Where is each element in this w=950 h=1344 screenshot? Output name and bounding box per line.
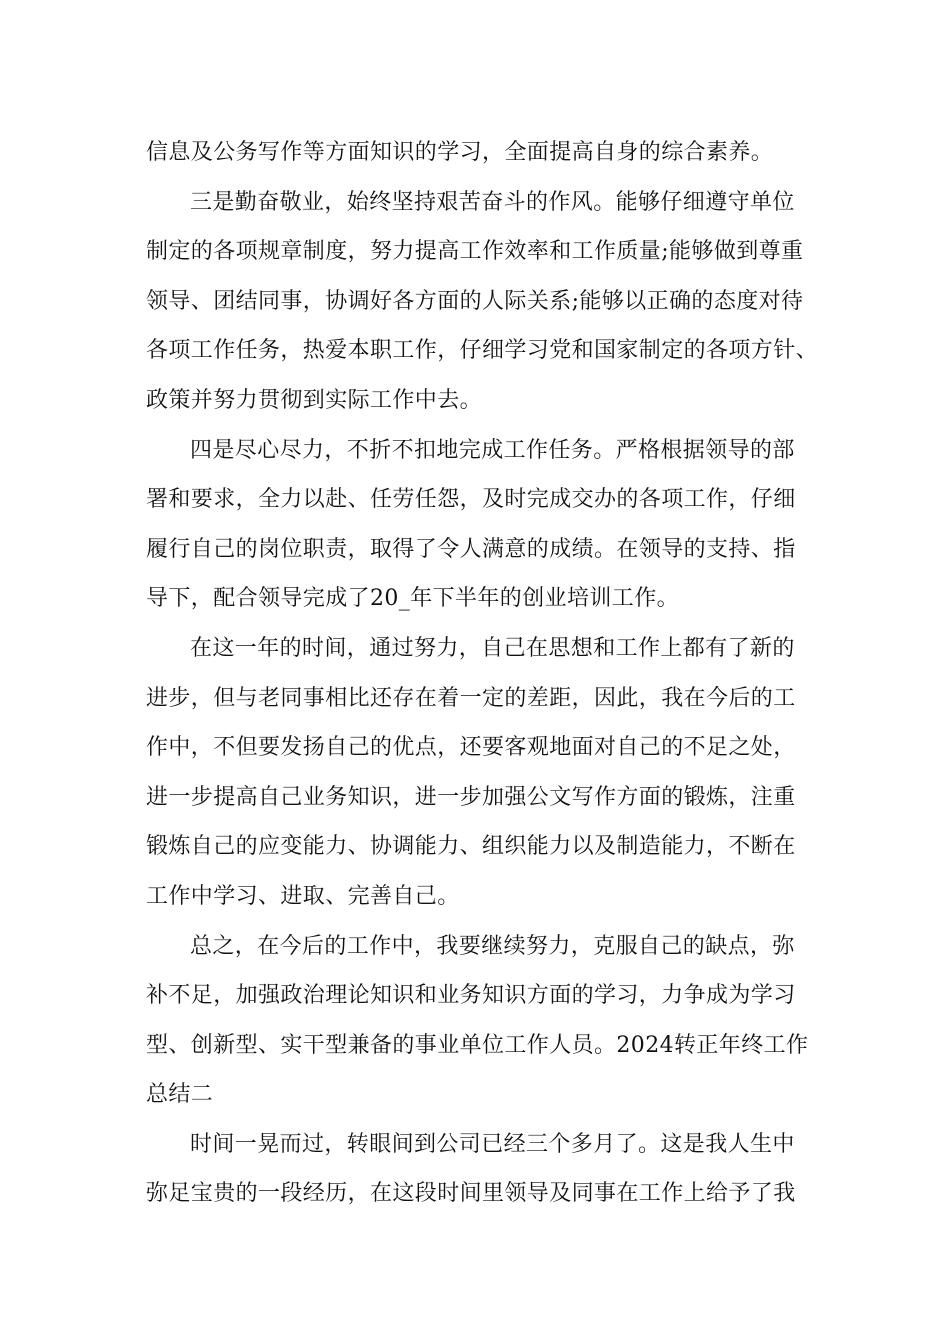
text-line: 制定的各项规章制度，努力提高工作效率和工作质量;能够做到尊重	[146, 239, 804, 265]
text-line: 补不足，加强政治理论知识和业务知识方面的学习，力争成为学习	[146, 983, 796, 1009]
text-line: 总结二	[146, 1082, 214, 1108]
text-line: 领导、团结同事，协调好各方面的人际关系;能够以正确的态度对待	[146, 288, 804, 314]
text-line: 进步，但与老同事相比还存在着一定的差距，因此，我在今后的工	[146, 685, 796, 711]
paragraph-start-line: 三是勤奋敬业，始终坚持艰苦奋斗的作风。能够仔细遵守单位	[190, 189, 795, 215]
text-line: 弥足宝贵的一段经历，在这段时间里领导及同事在工作上给予了我	[146, 1181, 796, 1207]
document-body	[146, 128, 826, 1219]
text-line: 履行自己的岗位职责，取得了令人满意的成绩。在领导的支持、指	[146, 536, 796, 562]
text-line: 型、创新型、实干型兼备的事业单位工作人员。2024转正年终工作	[146, 1032, 809, 1058]
text-line: 作中，不但要发扬自己的优点，还要客观地面对自己的不足之处，	[146, 735, 796, 761]
text-line: 各项工作任务，热爱本职工作，仔细学习党和国家制定的各项方针、	[146, 338, 819, 364]
text-line: 署和要求，全力以赴、任劳任怨，及时完成交办的各项工作，仔细	[146, 487, 796, 513]
paragraph-start-line: 时间一晃而过，转眼间到公司已经三个多月了。这是我人生中	[190, 1131, 795, 1157]
text-line: 工作中学习、进取、完善自己。	[146, 883, 460, 909]
text-line: 信息及公务写作等方面知识的学习，全面提高自身的综合素养。	[146, 140, 774, 165]
text-line: 锻炼自己的应变能力、协调能力、组织能力以及制造能力，不断在	[146, 834, 796, 860]
paragraph-start-line: 总之，在今后的工作中，我要继续努力，克服自己的缺点，弥	[190, 933, 795, 959]
paragraph-start-line: 四是尽心尽力，不折不扣地完成工作任务。严格根据领导的部	[190, 437, 795, 463]
paragraph-start-line: 在这一年的时间，通过努力，自己在思想和工作上都有了新的	[190, 635, 795, 661]
text-line: 进一步提高自己业务知识，进一步加强公文写作方面的锻炼，注重	[146, 784, 796, 810]
text-line: 政策并努力贯彻到实际工作中去。	[146, 387, 483, 413]
text-line: 导下，配合领导完成了20_年下半年的创业培训工作。	[146, 586, 679, 612]
